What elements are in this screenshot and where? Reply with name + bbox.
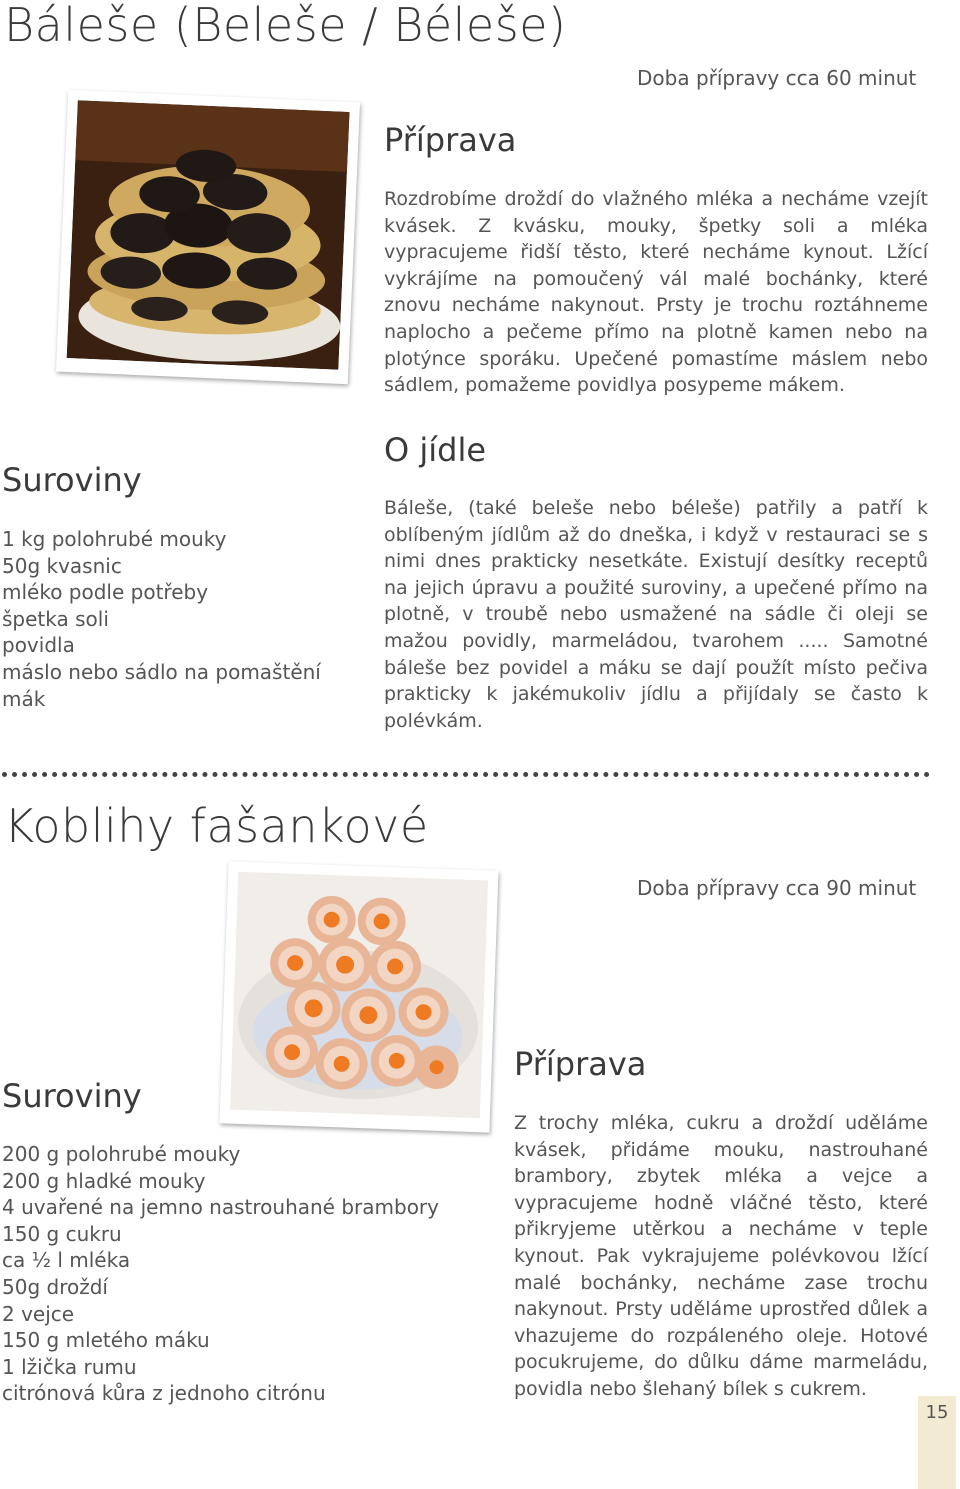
- recipe1-about-text: Báleše, (také beleše nebo béleše) patřily a patří k oblíbeným jídlům až do dneška, i když v restauraci se s nimi dnes prakticky nesetkáte. Existují desítky receptů na jejich úpravu a použité suroviny, a upečené přímo na plotně, v troubě nebo usmažené na sádle či oleji se mažou povidly, marmeládou, tvarohem ..... Samotné báleše bez povidel a máku se dají použít místo pečiva prakticky k jakémukoliv jídlu a přijídaly se často k polévkám.: [384, 497, 928, 732]
- ingredient-item: 4 uvařené na jemno nastrouhané brambory: [2, 1195, 439, 1220]
- recipe2-prep-time: Doba přípravy cca 90 minut: [637, 876, 917, 900]
- ingredient-item: povidla: [2, 633, 75, 658]
- section-divider: [2, 772, 930, 777]
- ingredient-item: ca ½ l mléka: [2, 1248, 131, 1273]
- ingredient-item: 50g droždí: [2, 1274, 108, 1299]
- recipe1-ingredients-heading: Suroviny: [2, 461, 142, 499]
- recipe1-prep-text: Rozdrobíme droždí do vlažného mléka a necháme vzejít kvásek. Z kvásku, mouky, špetky soli a mléka vypracujeme řidší těsto, které necháme kynout. Lžící vykrájíme na pomoučený vál malé bochánky, které znovu necháme nakynout. Prsty je trochu roztáhneme naplocho a pečeme přímo na plotně kamen nebo na plotýnce sporáku. Upečené pomastíme máslem nebo sádlem, pomažeme povidlya posypeme mákem.: [384, 188, 928, 397]
- ingredient-item: 150 g cukru: [2, 1221, 122, 1246]
- recipe2-prep-text: Z trochy mléka, cukru a droždí uděláme kvásek, přidáme mouku, nastrouhané brambory, zbytek mléka a vejce a vypracujeme hodně vláčné těsto, které přikryjeme utěrkou a necháme v teple kynout. Pak vykrajujeme polévkovou lžící malé bochánky, necháme zase trochu nakynout. Prsty uděláme uprostřed důlek a vhazujeme do rozpáleného oleje. Hotové pocukrujeme, do důlku dáme marmeládu, povidla nebo šlehaný bílek s cukrem.: [514, 1112, 928, 1400]
- ingredient-item: máslo nebo sádlo na pomaštění: [2, 659, 321, 684]
- koblihy-photo: [220, 861, 499, 1132]
- ingredient-item: mák: [2, 686, 46, 711]
- ingredient-item: 1 lžička rumu: [2, 1354, 137, 1379]
- ingredient-item: 1 kg polohrubé mouky: [2, 527, 227, 551]
- baleze-photo: [56, 90, 360, 384]
- recipe1-about-heading: O jídle: [384, 431, 487, 469]
- recipe1-ingredient-list: [2, 526, 321, 712]
- page-number: 15: [925, 1402, 949, 1423]
- recipe2-ingredient-list: [2, 1141, 439, 1407]
- recipe2-prep-heading: Příprava: [514, 1045, 647, 1083]
- recipe1-prep-time: Doba přípravy cca 60 minut: [637, 66, 917, 90]
- ingredient-item: 150 g mletého máku: [2, 1328, 210, 1353]
- recipe1-title: Báleše (Beleše / Béleše): [4, 0, 567, 52]
- ingredient-item: mléko podle potřeby: [2, 580, 209, 605]
- recipe2-ingredients-heading: Suroviny: [2, 1077, 142, 1115]
- recipe1-prep-heading: Příprava: [384, 121, 517, 159]
- ingredient-item: 2 vejce: [2, 1301, 75, 1326]
- ingredient-item: špetka soli: [2, 606, 109, 631]
- ingredient-item: citrónová kůra z jednoho citrónu: [2, 1381, 326, 1406]
- page-number-bar: [918, 1396, 956, 1489]
- recipe2-title: Koblihy fašankové: [4, 799, 429, 853]
- ingredient-item: 200 g hladké mouky: [2, 1168, 206, 1193]
- ingredient-item: 50g kvasnic: [2, 553, 122, 578]
- ingredient-item: 200 g polohrubé mouky: [2, 1142, 241, 1166]
